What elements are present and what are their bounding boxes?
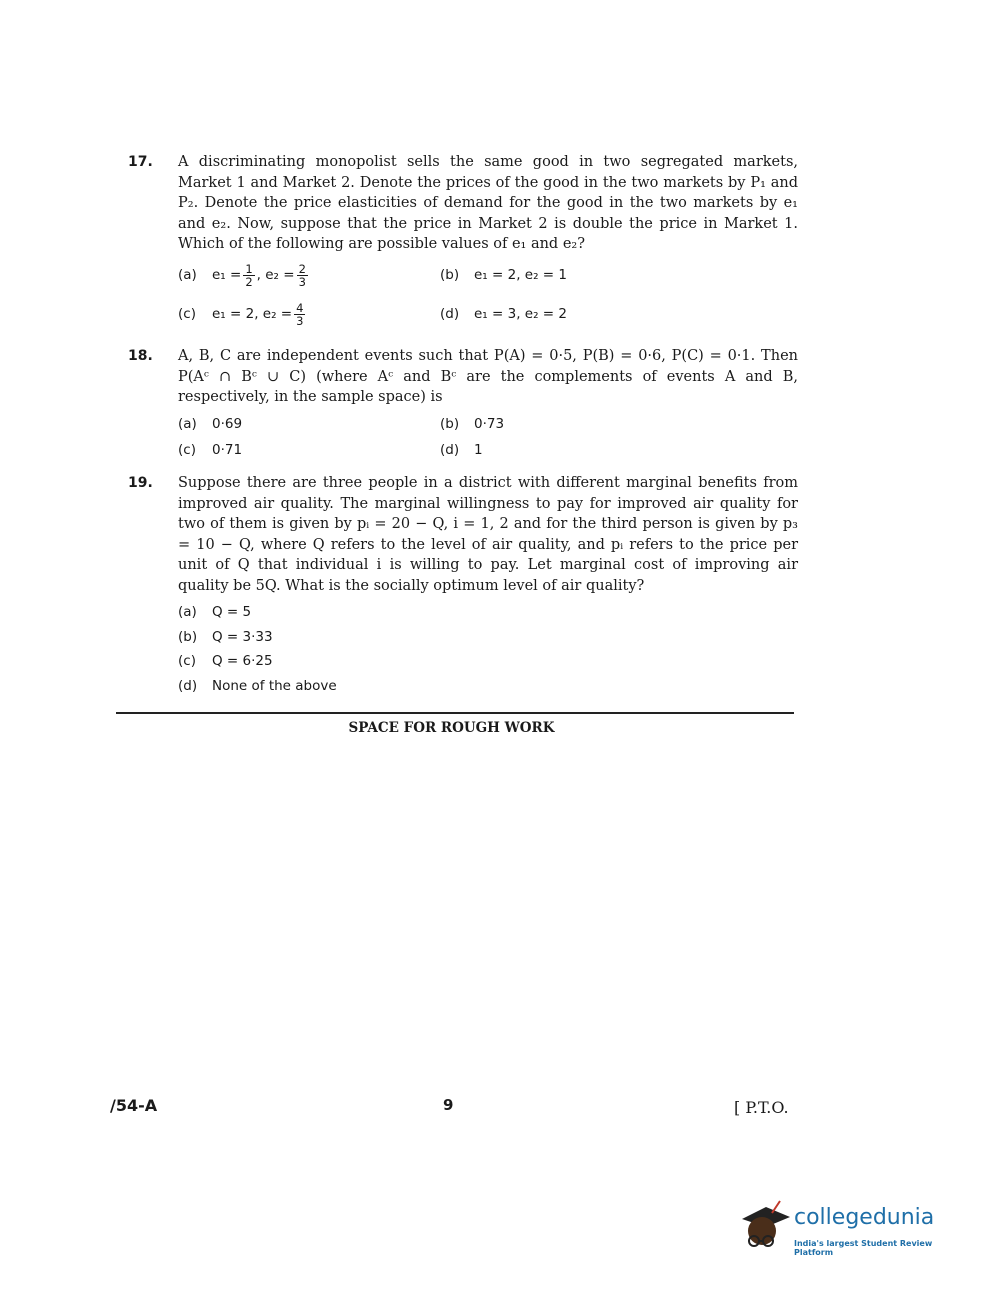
question-text: Suppose there are three people in a district with different marginal benefits from improved air quality. The marginal willingness to pay for improved air quality for two of them is given by pᵢ = 20 − Q, i = 1, 2 and for the third person is given by p₃ = 10 − Q, where Q refers to the level of air quality, and pᵢ refers to the price per unit of Q that individual i is willing to pay. Let marginal cost of improving air quality be 5Q. What is the socially optimum level of air quality? <box>178 475 798 594</box>
option-b[interactable]: (b) e₁ = 2, e₂ = 1 <box>440 266 567 283</box>
page-number: 9 <box>443 1096 454 1114</box>
option-c[interactable]: (c) e₁ = 2, e₂ = $\frac{4}{3}$ <box>178 300 304 328</box>
fraction: $\frac{4}{3}$ <box>296 300 304 328</box>
collegedunia-logo[interactable] <box>736 1195 961 1265</box>
question-number: 19. <box>128 475 153 491</box>
question-18 <box>128 346 798 461</box>
divider <box>116 712 794 714</box>
option-a[interactable]: (a) e₁ = $\frac{1}{2}$ , e₂ = $\frac{2}{3}$ <box>178 261 306 289</box>
pto-label: [ P.T.O. <box>734 1098 789 1117</box>
fraction: $\frac{2}{3}$ <box>298 261 306 289</box>
option-b[interactable]: (b) 0·73 <box>440 415 505 432</box>
question-19 <box>128 473 798 696</box>
option-d[interactable]: (d) 1 <box>440 442 483 458</box>
brand-name: collegedunia <box>794 1205 935 1230</box>
paper-code: /54-A <box>110 1096 158 1115</box>
option-b[interactable]: (b) Q = 3·33 <box>178 628 273 645</box>
question-text: A discriminating monopolist sells the same good in two segregated markets, Market 1 and Market 2. Denote the prices of the good in the two markets by P₁ and P₂. Denote the price elasticities of demand for the good in the two markets by e₁ and e₂. Now, suppose that the price in Market 2 is double the price in Market 1. Which of the following are possible values of e₁ and e₂? <box>178 154 798 252</box>
question-number: 18. <box>128 348 153 364</box>
fraction: $\frac{1}{2}$ <box>245 261 253 289</box>
options <box>178 263 798 327</box>
options <box>178 414 798 461</box>
option-d[interactable]: (d) None of the above <box>178 677 337 694</box>
question-17 <box>128 152 798 327</box>
option-a[interactable]: (a) Q = 5 <box>178 604 252 620</box>
option-d[interactable]: (d) e₁ = 3, e₂ = 2 <box>440 305 567 322</box>
brand-tagline: India's largest Student Review Platform <box>794 1239 933 1257</box>
option-a[interactable]: (a) 0·69 <box>178 415 243 432</box>
option-c[interactable]: (c) Q = 6·25 <box>178 653 273 669</box>
options <box>178 602 798 696</box>
rough-work-heading: SPACE FOR ROUGH WORK <box>348 720 555 736</box>
option-c[interactable]: (c) 0·71 <box>178 442 243 458</box>
question-number: 17. <box>128 154 153 170</box>
mascot-icon <box>736 1199 792 1251</box>
question-text: A, B, C are independent events such that P(A) = 0·5, P(B) = 0·6, P(C) = 0·1. Then P(Aᶜ ∩ Bᶜ ∪ C) (where Aᶜ and Bᶜ are the complements of events A and B, respectively, in the sample space) is <box>178 348 798 405</box>
